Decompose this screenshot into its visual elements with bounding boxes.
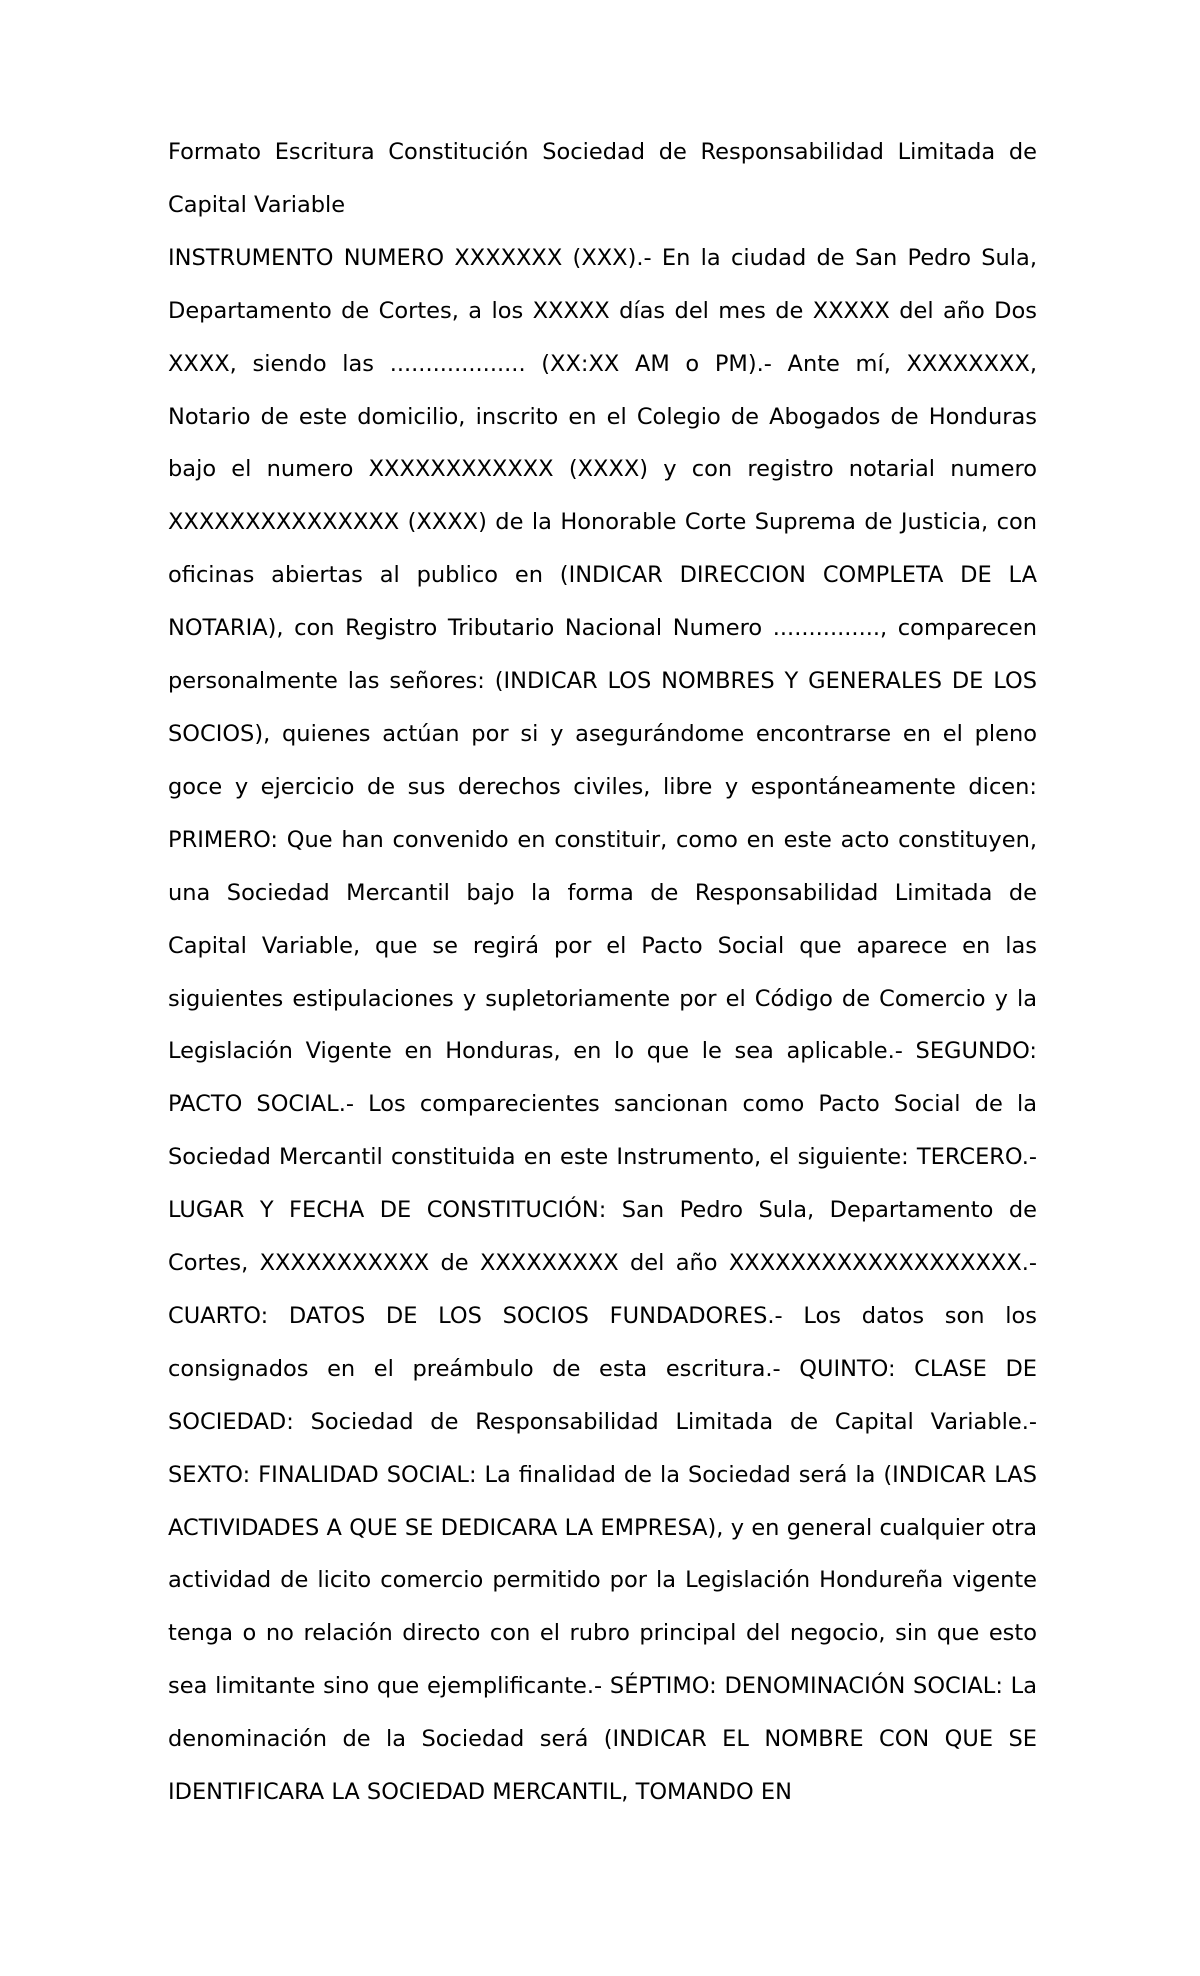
document-text [168,126,1037,1819]
document-title: Formato Escritura Constitución Sociedad de Responsabilidad Limitada de Capital Variable [168,139,1037,218]
document-body: INSTRUMENTO NUMERO XXXXXXX (XXX).- En la ciudad de San Pedro Sula, Departamento de Cortes, a los XXXXX días del mes de XXXXX del año Dos XXXX, siendo las ................... (XX:XX AM o PM).- Ante mí, XXXXXXXX, Notario de este domicilio, inscrito en el Colegio de Abogados de Honduras bajo el numero XXXXXXXXXXXX (XXXX) y con registro notarial numero XXXXXXXXXXXXXXX (XXXX) de la Honorable Corte Suprema de Justicia, con oficinas abiertas al publico en (INDICAR DIRECCION COMPLETA DE LA NOTARIA), con Registro Tributario Nacional Numero ..............., comparecen personalmente las señores: (INDICAR LOS NOMBRES Y GENERALES DE LOS SOCIOS), quienes actúan por si y asegurándome encontrarse en el pleno goce y ejercicio de sus derechos civiles, libre y espontáneamente dicen: PRIMERO: Que han convenido en constituir, como en este acto constituyen, una Sociedad Mercantil bajo la forma de Responsabilidad Limitada de Capital Variable, que se regirá por el Pacto Social que aparece en las siguientes estipulaciones y supletoriamente por el Código de Comercio y la Legislación Vigente en Honduras, en lo que le sea aplicable.- SEGUNDO: PACTO SOCIAL.- Los comparecientes sancionan como Pacto Social de la Sociedad Mercantil constituida en este Instrumento, el siguiente: TERCERO.- LUGAR Y FECHA DE CONSTITUCIÓN: San Pedro Sula, Departamento de Cortes, XXXXXXXXXXX de XXXXXXXXX del año XXXXXXXXXXXXXXXXXXX.- CUARTO: DATOS DE LOS SOCIOS FUNDADORES.- Los datos son los consignados en el preámbulo de esta escritura.- QUINTO: CLASE DE SOCIEDAD: Sociedad de Responsabilidad Limitada de Capital Variable.- SEXTO: FINALIDAD SOCIAL: La finalidad de la Sociedad será la (INDICAR LAS ACTIVIDADES A QUE SE DEDICARA LA EMPRESA), y en general cualquier otra actividad de licito comercio permitido por la Legislación Hondureña vigente tenga o no relación directo con el rubro principal del negocio, sin que esto sea limitante sino que ejemplificante.- SÉPTIMO: DENOMINACIÓN SOCIAL: La denominación de la Sociedad será (INDICAR EL NOMBRE CON QUE SE IDENTIFICARA LA SOCIEDAD MERCANTIL, TOMANDO EN [168,244,1037,1806]
